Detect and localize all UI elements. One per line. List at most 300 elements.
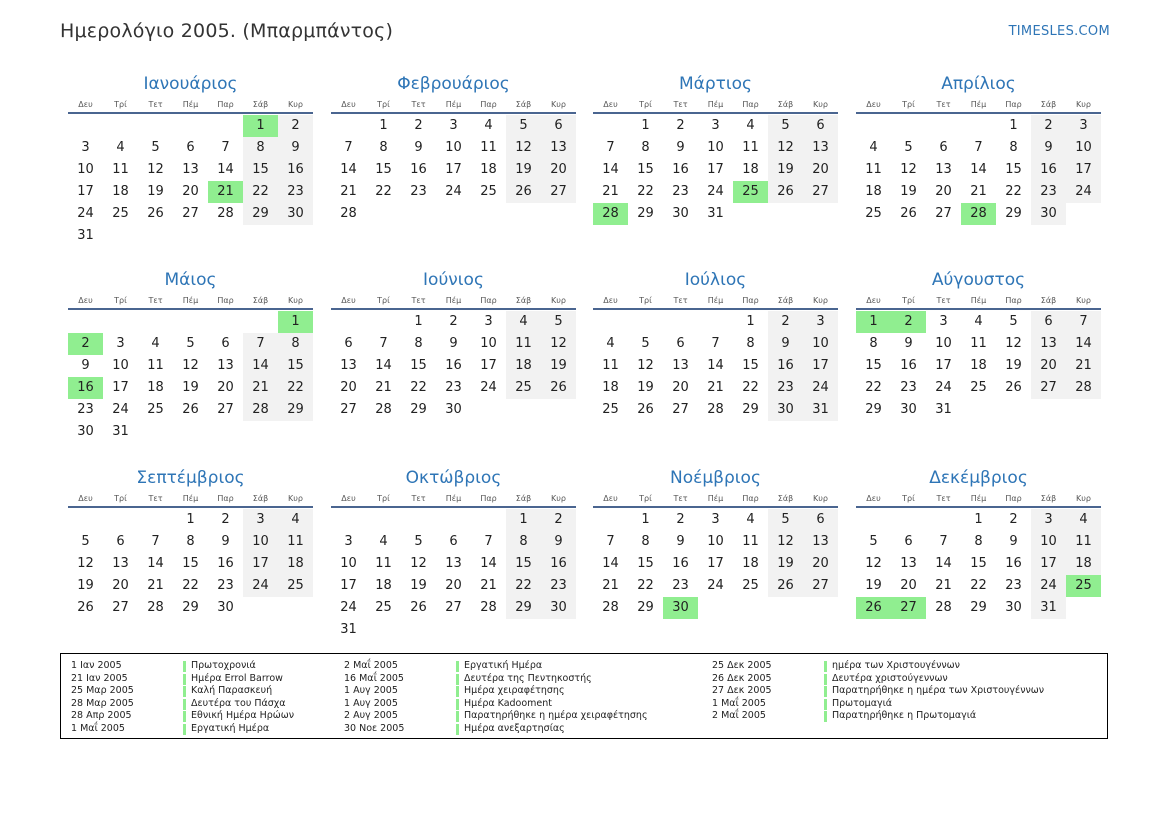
day-cell: 18 xyxy=(742,556,759,571)
day-cell: 9 xyxy=(449,336,458,351)
day-cell: 20 xyxy=(340,380,357,395)
weekend-day-cell: 16 xyxy=(278,159,313,181)
day-cell: 14 xyxy=(707,358,724,373)
day-cell: 14 xyxy=(602,556,619,571)
empty-cell xyxy=(243,225,278,247)
day-cell: 3 xyxy=(484,314,493,329)
weekend-day-cell: 18 xyxy=(1066,553,1101,575)
weekday-label: Δευ xyxy=(341,493,356,503)
weekday-label: Τετ xyxy=(936,99,951,109)
month-block xyxy=(331,466,576,641)
day-cell: 24 xyxy=(445,184,462,199)
weekday-label: Δευ xyxy=(341,99,356,109)
holiday-marker xyxy=(824,661,827,672)
weekend-day-cell: 29 xyxy=(243,203,278,225)
legend-holiday-name: Δευτέρα της Πεντηκοστής xyxy=(464,672,592,684)
week-row xyxy=(593,399,838,421)
week-row xyxy=(68,203,313,225)
weekday-header xyxy=(593,96,838,114)
weekend-day-cell: 26 xyxy=(506,181,541,203)
day-cell: 31 xyxy=(77,228,94,243)
day-cell: 23 xyxy=(900,380,917,395)
weekday-header xyxy=(331,490,576,508)
day-cell: 1 xyxy=(641,512,650,527)
weekday-label: Πέμ xyxy=(707,493,724,503)
week-row xyxy=(68,181,313,203)
holiday-day-cell: 16 xyxy=(68,377,103,399)
weekend-day-cell: 20 xyxy=(803,553,838,575)
month-block xyxy=(331,72,576,225)
empty-cell xyxy=(103,509,138,531)
legend-item xyxy=(344,698,648,711)
weekend-day-cell: 22 xyxy=(243,181,278,203)
weekend-day-cell: 24 xyxy=(1031,575,1066,597)
day-cell: 29 xyxy=(970,600,987,615)
day-cell: 7 xyxy=(379,336,388,351)
week-row xyxy=(68,225,313,247)
day-cell: 25 xyxy=(742,578,759,593)
day-cell: 19 xyxy=(1005,358,1022,373)
day-cell: 20 xyxy=(900,578,917,593)
weekday-label: Τετ xyxy=(411,493,426,503)
weekday-header xyxy=(593,292,838,310)
weekend-day-cell: 12 xyxy=(768,137,803,159)
day-cell: 18 xyxy=(602,380,619,395)
weekday-label: Σάβ xyxy=(777,99,794,109)
weekday-label: Τρί xyxy=(902,295,915,305)
day-cell: 1 xyxy=(746,314,755,329)
empty-cell xyxy=(541,619,576,641)
weekday-label: Δευ xyxy=(78,99,93,109)
day-cell: 18 xyxy=(375,578,392,593)
day-cell: 17 xyxy=(707,556,724,571)
day-cell: 22 xyxy=(410,380,427,395)
month-name: Ιανουάριος xyxy=(143,74,238,94)
empty-cell xyxy=(663,311,698,333)
day-cell: 2 xyxy=(449,314,458,329)
week-row xyxy=(856,575,1101,597)
day-cell: 23 xyxy=(217,578,234,593)
day-cell: 14 xyxy=(147,556,164,571)
weekend-day-cell: 3 xyxy=(1031,509,1066,531)
week-row xyxy=(331,137,576,159)
empty-cell xyxy=(68,509,103,531)
day-cell: 1 xyxy=(379,118,388,133)
holiday-marker xyxy=(456,686,459,697)
month-days xyxy=(593,509,838,619)
weekend-day-cell: 27 xyxy=(1031,377,1066,399)
day-cell: 30 xyxy=(900,402,917,417)
day-cell: 6 xyxy=(676,336,685,351)
weekday-label: Κυρ xyxy=(288,99,303,109)
empty-cell xyxy=(208,311,243,333)
week-row xyxy=(593,137,838,159)
empty-cell xyxy=(471,399,506,421)
holiday-marker xyxy=(456,711,459,722)
weekday-label: Τετ xyxy=(673,295,688,305)
weekday-header xyxy=(68,292,313,310)
day-cell: 12 xyxy=(147,162,164,177)
empty-cell xyxy=(173,115,208,137)
weekend-day-cell: 4 xyxy=(1066,509,1101,531)
weekday-header xyxy=(856,96,1101,114)
weekend-day-cell: 6 xyxy=(541,115,576,137)
day-cell: 27 xyxy=(445,600,462,615)
empty-cell xyxy=(768,597,803,619)
weekend-day-cell: 9 xyxy=(278,137,313,159)
day-cell: 9 xyxy=(904,336,913,351)
empty-cell xyxy=(996,399,1031,421)
legend-date: 27 Δεκ 2005 xyxy=(712,685,772,697)
week-row xyxy=(593,575,838,597)
day-cell: 2 xyxy=(1009,512,1018,527)
holiday-marker xyxy=(456,674,459,685)
holiday-legend xyxy=(60,653,1108,739)
legend-item xyxy=(712,685,1044,698)
legend-holiday-name: ημέρα των Χριστουγέννων xyxy=(832,660,960,671)
weekend-day-cell: 11 xyxy=(1066,531,1101,553)
empty-cell xyxy=(506,619,541,641)
month-days xyxy=(856,509,1101,619)
holiday-day-cell: 28 xyxy=(961,203,996,225)
weekend-day-cell: 2 xyxy=(768,311,803,333)
weekend-day-cell: 10 xyxy=(243,531,278,553)
month-name: Μάιος xyxy=(164,270,217,290)
weekend-day-cell: 22 xyxy=(278,377,313,399)
weekday-label: Κυρ xyxy=(1076,493,1091,503)
weekday-label: Τετ xyxy=(148,493,163,503)
day-cell: 30 xyxy=(1005,600,1022,615)
day-cell: 21 xyxy=(602,184,619,199)
day-cell: 18 xyxy=(742,162,759,177)
weekend-day-cell: 30 xyxy=(278,203,313,225)
day-cell: 25 xyxy=(375,600,392,615)
weekday-label: Παρ xyxy=(742,295,759,305)
weekend-day-cell: 3 xyxy=(243,509,278,531)
weekday-label: Παρ xyxy=(480,99,497,109)
day-cell: 20 xyxy=(182,184,199,199)
week-row xyxy=(68,355,313,377)
day-cell: 31 xyxy=(112,424,129,439)
legend-item xyxy=(344,723,648,736)
week-row xyxy=(856,377,1101,399)
day-cell: 14 xyxy=(217,162,234,177)
day-cell: 19 xyxy=(637,380,654,395)
day-cell: 12 xyxy=(182,358,199,373)
weekend-day-cell: 10 xyxy=(1031,531,1066,553)
weekend-day-cell: 6 xyxy=(803,509,838,531)
legend-item xyxy=(712,698,1044,711)
weekday-header xyxy=(593,490,838,508)
day-cell: 10 xyxy=(935,336,952,351)
empty-cell xyxy=(366,311,401,333)
day-cell: 3 xyxy=(711,118,720,133)
page-title: Ημερολόγιο 2005. (Μπαρμπάντος) xyxy=(60,20,394,42)
empty-cell xyxy=(803,597,838,619)
empty-cell xyxy=(366,509,401,531)
day-cell: 20 xyxy=(935,184,952,199)
holiday-day-cell: 25 xyxy=(733,181,768,203)
week-row xyxy=(331,203,576,225)
week-row xyxy=(331,377,576,399)
day-cell: 22 xyxy=(970,578,987,593)
weekend-day-cell: 30 xyxy=(541,597,576,619)
month-days xyxy=(331,509,576,641)
weekday-label: Τρί xyxy=(377,493,390,503)
month-name: Δεκέμβριος xyxy=(929,468,1028,488)
week-row xyxy=(856,553,1101,575)
empty-cell xyxy=(733,597,768,619)
day-cell: 7 xyxy=(939,534,948,549)
day-cell: 20 xyxy=(217,380,234,395)
day-cell: 23 xyxy=(1005,578,1022,593)
day-cell: 26 xyxy=(637,402,654,417)
month-name: Ιούνιος xyxy=(423,270,484,290)
day-cell: 22 xyxy=(637,184,654,199)
week-row xyxy=(856,355,1101,377)
week-row xyxy=(331,509,576,531)
day-cell: 3 xyxy=(344,534,353,549)
day-cell: 13 xyxy=(672,358,689,373)
weekend-day-cell: 15 xyxy=(278,355,313,377)
weekday-label: Παρ xyxy=(742,493,759,503)
month-days xyxy=(68,115,313,247)
weekday-label: Δευ xyxy=(603,493,618,503)
day-cell: 21 xyxy=(707,380,724,395)
weekend-day-cell: 17 xyxy=(1031,553,1066,575)
weekday-label: Τρί xyxy=(377,99,390,109)
weekend-day-cell: 30 xyxy=(768,399,803,421)
week-row xyxy=(68,553,313,575)
weekend-day-cell: 14 xyxy=(243,355,278,377)
weekday-label: Κυρ xyxy=(288,493,303,503)
day-cell: 10 xyxy=(77,162,94,177)
weekend-day-cell: 24 xyxy=(1066,181,1101,203)
day-cell: 16 xyxy=(672,556,689,571)
legend-date: 25 Μαρ 2005 xyxy=(71,685,134,697)
holiday-marker xyxy=(183,711,186,722)
empty-cell xyxy=(1066,203,1101,225)
weekend-day-cell: 7 xyxy=(1066,311,1101,333)
day-cell: 14 xyxy=(375,358,392,373)
day-cell: 18 xyxy=(112,184,129,199)
month-block xyxy=(68,466,313,619)
day-cell: 12 xyxy=(1005,336,1022,351)
empty-cell xyxy=(278,225,313,247)
day-cell: 19 xyxy=(900,184,917,199)
day-cell: 4 xyxy=(116,140,125,155)
week-row xyxy=(593,311,838,333)
weekend-day-cell: 8 xyxy=(278,333,313,355)
day-cell: 21 xyxy=(480,578,497,593)
weekday-label: Παρ xyxy=(1005,295,1022,305)
day-cell: 10 xyxy=(445,140,462,155)
day-cell: 17 xyxy=(707,162,724,177)
weekday-label: Σάβ xyxy=(777,493,794,503)
day-cell: 17 xyxy=(340,578,357,593)
empty-cell xyxy=(68,311,103,333)
month-block xyxy=(856,72,1101,225)
weekday-label: Σάβ xyxy=(252,295,269,305)
day-cell: 3 xyxy=(711,512,720,527)
weekend-day-cell: 3 xyxy=(1066,115,1101,137)
weekend-day-cell: 27 xyxy=(541,181,576,203)
day-cell: 15 xyxy=(182,556,199,571)
weekend-day-cell: 13 xyxy=(803,531,838,553)
legend-column xyxy=(344,660,648,736)
weekday-label: Τρί xyxy=(114,295,127,305)
day-cell: 3 xyxy=(116,336,125,351)
day-cell: 15 xyxy=(742,358,759,373)
day-cell: 20 xyxy=(445,578,462,593)
day-cell: 18 xyxy=(865,184,882,199)
day-cell: 12 xyxy=(900,162,917,177)
weekday-label: Πέμ xyxy=(445,99,462,109)
weekend-day-cell: 8 xyxy=(243,137,278,159)
day-cell: 6 xyxy=(116,534,125,549)
day-cell: 22 xyxy=(637,578,654,593)
weekend-day-cell: 16 xyxy=(768,355,803,377)
holiday-day-cell: 1 xyxy=(243,115,278,137)
legend-holiday-name: Παρατηρήθηκε η Πρωτομαγιά xyxy=(832,710,977,722)
day-cell: 17 xyxy=(112,380,129,395)
month-days xyxy=(593,115,838,225)
week-row xyxy=(331,531,576,553)
day-cell: 16 xyxy=(1005,556,1022,571)
empty-cell xyxy=(208,115,243,137)
weekend-day-cell: 18 xyxy=(506,355,541,377)
weekday-label: Πέμ xyxy=(970,99,987,109)
day-cell: 7 xyxy=(711,336,720,351)
weekday-label: Πέμ xyxy=(445,493,462,503)
weekend-day-cell: 26 xyxy=(768,181,803,203)
weekend-day-cell: 7 xyxy=(243,333,278,355)
legend-holiday-name: Πρωτοχρονιά xyxy=(191,660,256,671)
weekend-day-cell: 21 xyxy=(243,377,278,399)
day-cell: 8 xyxy=(379,140,388,155)
day-cell: 31 xyxy=(340,622,357,637)
weekend-day-cell: 14 xyxy=(1066,333,1101,355)
empty-cell xyxy=(331,509,366,531)
day-cell: 15 xyxy=(410,358,427,373)
day-cell: 4 xyxy=(869,140,878,155)
week-row xyxy=(856,399,1101,421)
day-cell: 2 xyxy=(676,118,685,133)
legend-holiday-name: Παρατηρήθηκε η ημέρα χειραφέτησης xyxy=(464,710,648,722)
day-cell: 8 xyxy=(1009,140,1018,155)
legend-date: 1 Μαΐ 2005 xyxy=(712,697,766,709)
month-days xyxy=(331,311,576,421)
empty-cell xyxy=(471,203,506,225)
day-cell: 1 xyxy=(414,314,423,329)
weekend-day-cell: 22 xyxy=(506,575,541,597)
day-cell: 25 xyxy=(112,206,129,221)
weekend-day-cell: 20 xyxy=(803,159,838,181)
day-cell: 18 xyxy=(970,358,987,373)
day-cell: 11 xyxy=(742,140,759,155)
site-brand-link[interactable]: TIMESLES.COM xyxy=(1008,24,1110,39)
weekend-day-cell: 10 xyxy=(803,333,838,355)
holiday-day-cell: 21 xyxy=(208,181,243,203)
legend-date: 1 Αυγ 2005 xyxy=(344,685,398,697)
weekend-day-cell: 9 xyxy=(768,333,803,355)
day-cell: 30 xyxy=(445,402,462,417)
weekend-day-cell: 9 xyxy=(1031,137,1066,159)
day-cell: 17 xyxy=(77,184,94,199)
day-cell: 10 xyxy=(340,556,357,571)
day-cell: 4 xyxy=(746,118,755,133)
month-block xyxy=(68,72,313,247)
legend-column xyxy=(712,660,1044,723)
day-cell: 28 xyxy=(602,600,619,615)
day-cell: 8 xyxy=(869,336,878,351)
weekday-label: Παρ xyxy=(1005,493,1022,503)
empty-cell xyxy=(733,203,768,225)
day-cell: 16 xyxy=(900,358,917,373)
day-cell: 30 xyxy=(672,206,689,221)
day-cell: 11 xyxy=(970,336,987,351)
week-row xyxy=(856,597,1101,619)
weekday-label: Κυρ xyxy=(288,295,303,305)
holiday-marker xyxy=(456,699,459,710)
day-cell: 13 xyxy=(112,556,129,571)
day-cell: 11 xyxy=(480,140,497,155)
day-cell: 27 xyxy=(217,402,234,417)
legend-holiday-name: Ημέρα Kadooment xyxy=(464,697,553,709)
day-cell: 4 xyxy=(151,336,160,351)
day-cell: 6 xyxy=(939,140,948,155)
day-cell: 11 xyxy=(602,358,619,373)
week-row xyxy=(331,181,576,203)
day-cell: 29 xyxy=(637,206,654,221)
empty-cell xyxy=(856,115,891,137)
day-cell: 29 xyxy=(410,402,427,417)
day-cell: 6 xyxy=(186,140,195,155)
empty-cell xyxy=(138,115,173,137)
day-cell: 21 xyxy=(970,184,987,199)
weekday-label: Σάβ xyxy=(515,99,532,109)
day-cell: 22 xyxy=(742,380,759,395)
day-cell: 21 xyxy=(147,578,164,593)
week-row xyxy=(593,333,838,355)
day-cell: 16 xyxy=(410,162,427,177)
week-row xyxy=(68,399,313,421)
legend-item xyxy=(344,710,648,723)
weekend-day-cell: 12 xyxy=(506,137,541,159)
day-cell: 30 xyxy=(217,600,234,615)
day-cell: 25 xyxy=(147,402,164,417)
empty-cell xyxy=(208,421,243,443)
day-cell: 15 xyxy=(970,556,987,571)
weekend-day-cell: 24 xyxy=(803,377,838,399)
day-cell: 5 xyxy=(1009,314,1018,329)
weekend-day-cell: 30 xyxy=(1031,203,1066,225)
weekday-label: Τρί xyxy=(639,99,652,109)
day-cell: 12 xyxy=(410,556,427,571)
week-row xyxy=(331,159,576,181)
day-cell: 12 xyxy=(865,556,882,571)
empty-cell xyxy=(278,421,313,443)
day-cell: 14 xyxy=(935,556,952,571)
legend-item xyxy=(71,685,294,698)
week-row xyxy=(68,377,313,399)
empty-cell xyxy=(103,225,138,247)
empty-cell xyxy=(436,203,471,225)
holiday-marker xyxy=(824,699,827,710)
day-cell: 12 xyxy=(77,556,94,571)
weekend-day-cell: 19 xyxy=(768,159,803,181)
weekend-day-cell: 15 xyxy=(506,553,541,575)
